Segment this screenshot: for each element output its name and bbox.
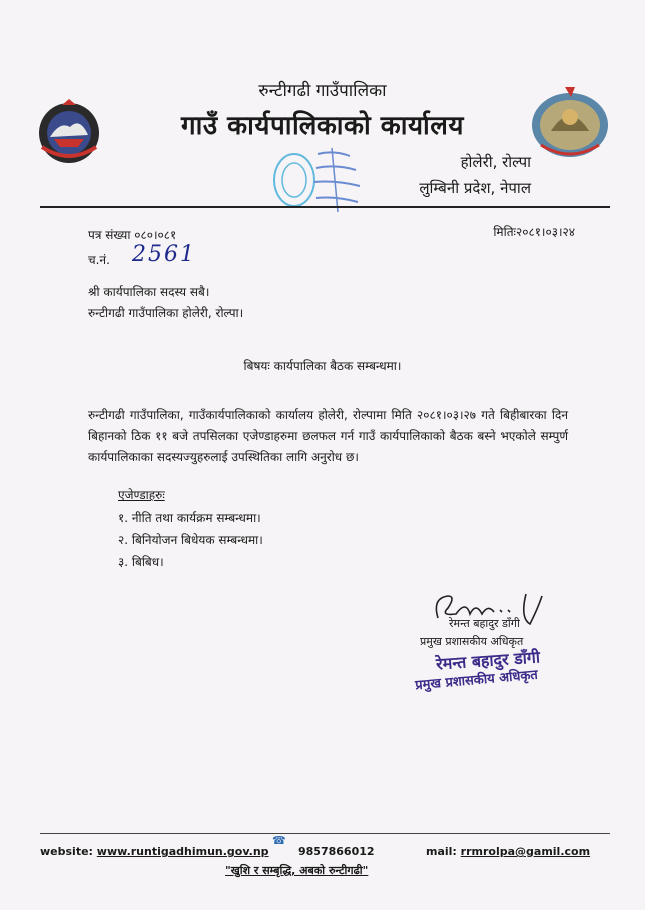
footer-divider <box>40 833 610 834</box>
agenda-item: १. नीति तथा कार्यक्रम सम्बन्धमा। <box>118 511 261 525</box>
mail-label: mail: <box>426 845 457 858</box>
letter-body: रुन्टीगढी गाउँपालिका, गाउँकार्यपालिकाको कार्यालय होलेरी, रोल्पामा मिति २०८१।०३।२७ गते बिहीबारका दिन बिहानको ठिक ११ बजे तपसिलका एजेण्डाहरुमा छलफल गर्न गाउँ कार्यपालिकाको बैठक बस्ने भएकोले सम्पुर्ण कार्यपालिकाका सदस्यज्युहरुलाई उपस्थितिका लागि अनुरोध छ। <box>88 408 568 464</box>
footer-phone: 9857866012 <box>298 845 375 858</box>
signatory-role: प्रमुख प्रशासकीय अधिकृत <box>420 635 524 648</box>
footer-slogan: "खुशि र सम्बृद्धि, अबको रुन्टीगढी" <box>225 864 369 877</box>
reference-number: पत्र संख्या ०८०।०८१ <box>88 228 177 242</box>
address-line-2: लुम्बिनी प्रदेश, नेपाल <box>419 179 531 197</box>
mail-link[interactable]: rrmrolpa@gamil.com <box>460 845 591 858</box>
seal-name: रेमन्त बहादुर डाँगी <box>435 647 541 674</box>
website-link[interactable]: www.runtigadhimun.gov.np <box>96 845 269 858</box>
website-label: website: <box>40 845 93 858</box>
office-title: गाउँ कार्यपालिकाको कार्यालय <box>181 111 464 141</box>
recipient-line-2: रुन्टीगढी गाउँपालिका होलेरी, रोल्पा। <box>88 306 244 320</box>
seal-role: प्रमुख प्रशासकीय अधिकृत <box>414 667 539 694</box>
address-line-1: होलेरी, रोल्पा <box>460 153 531 171</box>
footer-website <box>40 845 269 858</box>
recipient-line-1: श्री कार्यपालिका सदस्य सबै। <box>88 285 210 299</box>
letter-date: मितिः२०८१।०३।२४ <box>493 225 575 239</box>
signatory-name: रेमन्त बहादुर डाँगी <box>449 617 520 630</box>
agenda-heading: एजेण्डाहरुः <box>118 488 165 502</box>
header-divider <box>40 206 610 208</box>
footer-mail <box>426 845 590 858</box>
letter-subject: बिषयः कार्यपालिका बैठक सम्बन्धमा। <box>243 359 402 373</box>
agenda-list <box>118 507 263 573</box>
agenda-item: २. बिनियोजन बिधेयक सम्बन्धमा। <box>118 533 263 547</box>
municipality-name: रुन्टीगढी गाउँपालिका <box>258 81 387 101</box>
dispatch-number-label: च.नं. <box>88 253 110 267</box>
office-stamp-icon <box>270 142 374 220</box>
agenda-item: ३. बिबिध। <box>118 555 164 569</box>
dispatch-number-handwritten: 2561 <box>132 242 196 267</box>
phone-icon: ☎ <box>272 834 286 847</box>
